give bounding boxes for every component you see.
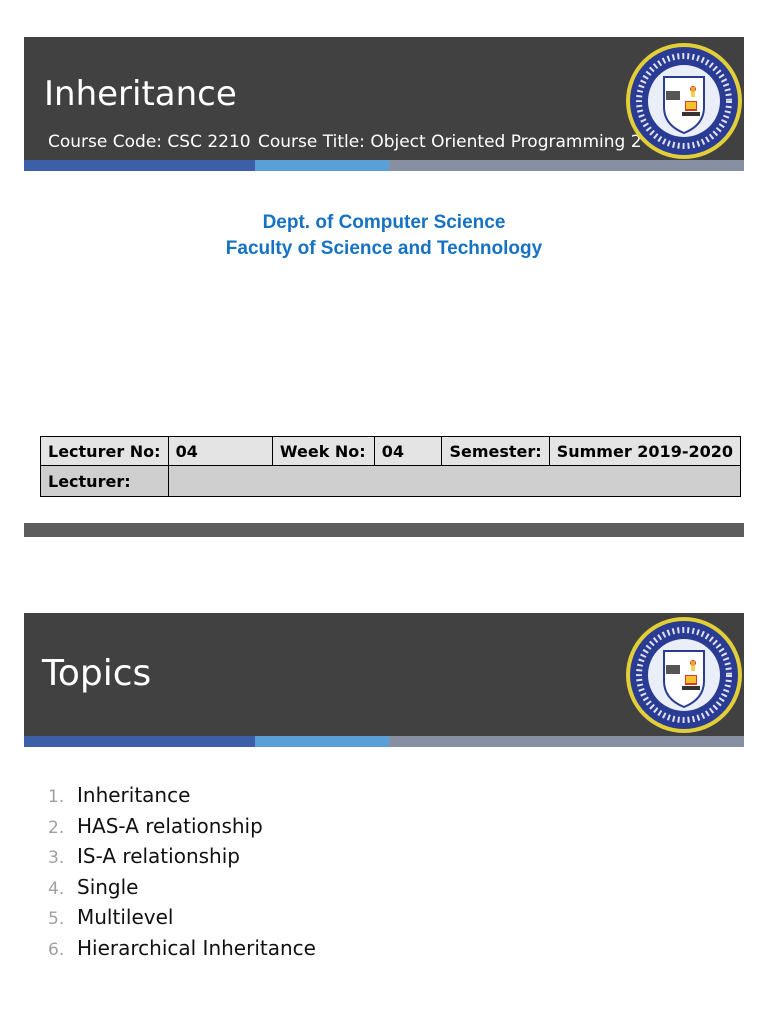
list-number: 2. [48,817,65,838]
semester-label: Semester: [442,437,549,466]
week-no-value: 04 [374,437,442,466]
course-code: Course Code: CSC 2210 [48,132,251,152]
list-number: 6. [48,939,65,960]
list-item [48,841,316,872]
lecturer-label: Lecturer: [41,466,169,497]
topic-label: IS-A relationship [77,844,240,868]
slide-title: Topics [42,653,152,694]
list-item [48,811,316,842]
topic-label: Inheritance [77,783,191,807]
list-number: 3. [48,848,65,868]
university-seal-icon [624,41,744,161]
topics-list [48,780,316,963]
university-seal-icon [624,615,744,735]
table-row [41,466,741,497]
lecture-info-table [40,436,741,497]
topic-label: Single [77,874,139,899]
lecturer-no-value: 04 [168,437,272,466]
slide-divider [24,523,744,537]
list-item [48,902,316,933]
topic-label: HAS-A relationship [77,813,263,838]
accent-stripe [24,736,744,747]
list-number: 1. [48,787,65,807]
list-number: 5. [48,909,65,929]
list-item [48,780,316,811]
list-item [48,872,316,903]
semester-value: Summer 2019-2020 [549,437,740,466]
accent-stripe [24,160,744,171]
lecturer-value [168,466,740,497]
list-item [48,933,316,964]
slide-title: Inheritance [44,74,237,114]
course-title: Course Title: Object Oriented Programming 2 [258,132,642,152]
table-row [41,437,741,466]
topic-label: Multilevel [77,905,174,929]
department-name: Dept. of Computer Science [262,212,506,233]
week-no-label: Week No: [272,437,374,466]
faculty-name: Faculty of Science and Technology [225,238,543,259]
lecturer-no-label: Lecturer No: [41,437,169,466]
topic-label: Hierarchical Inheritance [77,935,316,960]
list-number: 4. [48,878,65,899]
